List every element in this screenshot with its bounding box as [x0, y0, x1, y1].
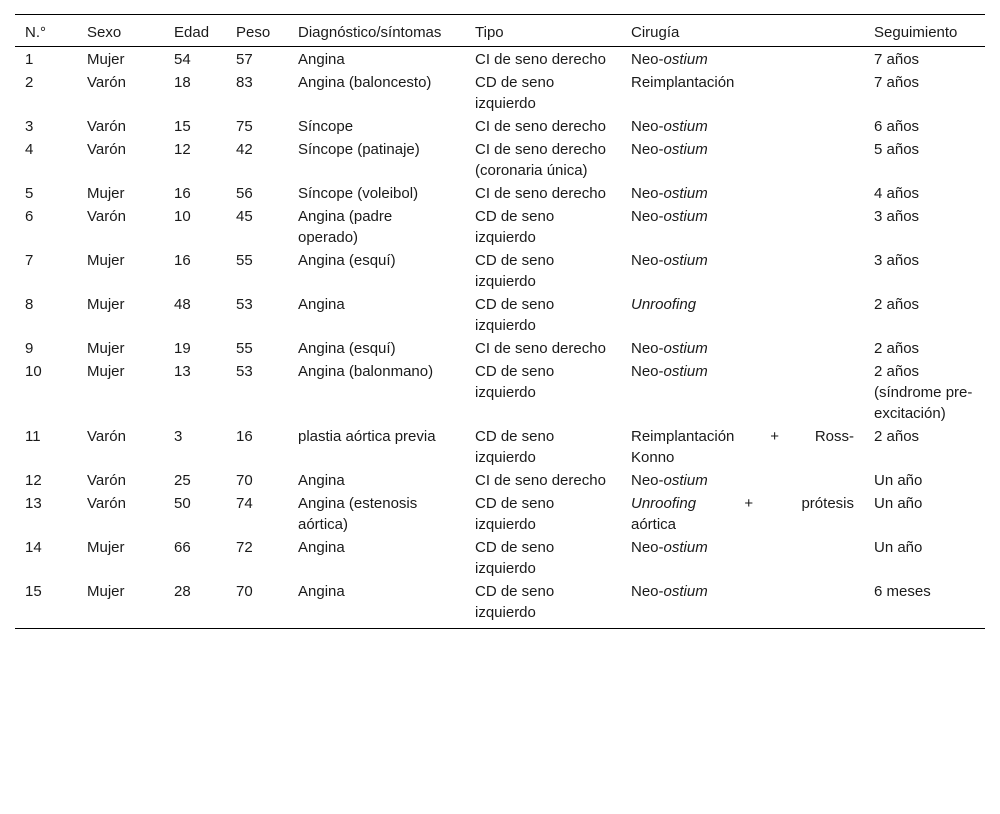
surgery-term: Neo- — [631, 185, 664, 202]
cell-followup: 6 meses — [874, 583, 931, 600]
cell-surgery — [621, 205, 864, 249]
header-diagnosis: Diagnóstico/síntomas — [298, 24, 442, 41]
cell-type: CD de seno izquierdo — [475, 539, 555, 577]
cell-number: 12 — [25, 472, 42, 489]
surgery-term-italic: ostium — [663, 185, 708, 202]
cell-age: 25 — [174, 472, 191, 489]
table-row — [15, 425, 985, 469]
cell-type: CD de seno izquierdo — [475, 428, 555, 466]
surgery-term: Reimplantación — [631, 428, 735, 445]
cell-age: 66 — [174, 539, 191, 556]
cell-followup: Un año — [874, 495, 923, 512]
surgery-term: + — [770, 428, 779, 445]
cell-number: 14 — [25, 539, 42, 556]
cell-followup: 3 años — [874, 208, 920, 225]
header-followup: Seguimiento — [874, 24, 958, 41]
table-body — [15, 47, 985, 629]
cell-number: 11 — [25, 428, 41, 445]
cell-number: 15 — [25, 583, 42, 600]
cell-diagnosis: Angina (estenosis aórtica) — [298, 495, 418, 533]
cell-followup: 2 años — [874, 428, 920, 445]
cell-surgery — [621, 249, 864, 293]
cell-weight: 45 — [236, 208, 253, 225]
surgery-term-italic: ostium — [663, 583, 708, 600]
cell-sex: Mujer — [87, 296, 125, 313]
cell-number: 10 — [25, 363, 42, 380]
table-row — [15, 360, 985, 425]
cell-surgery — [621, 469, 864, 492]
surgery-term: Neo- — [631, 472, 664, 489]
surgery-term: Reimplantación — [631, 74, 735, 91]
surgery-term-italic: ostium — [663, 363, 708, 380]
cell-followup: 3 años — [874, 252, 920, 269]
cell-diagnosis: Síncope (voleibol) — [298, 185, 419, 202]
cell-number: 13 — [25, 495, 42, 512]
surgery-term-italic: Unroofing — [631, 296, 697, 313]
cell-age: 15 — [174, 118, 191, 135]
cell-weight: 74 — [236, 495, 253, 512]
cell-number: 6 — [25, 208, 34, 225]
table-row — [15, 492, 985, 536]
cell-weight: 83 — [236, 74, 253, 91]
cell-diagnosis: Angina — [298, 472, 345, 489]
cell-surgery — [621, 425, 864, 469]
cell-number: 5 — [25, 185, 34, 202]
cell-number: 7 — [25, 252, 34, 269]
table-row — [15, 249, 985, 293]
header-surgery: Cirugía — [631, 24, 680, 41]
cell-sex: Varón — [87, 472, 126, 489]
cell-sex: Mujer — [87, 363, 125, 380]
surgery-term-italic: ostium — [663, 51, 708, 68]
cell-diagnosis: Angina (baloncesto) — [298, 74, 432, 91]
surgery-term: Konno — [631, 449, 675, 466]
surgery-term: Neo- — [631, 340, 664, 357]
cell-age: 16 — [174, 185, 191, 202]
cell-diagnosis: plastia aórtica previa — [298, 428, 436, 445]
cell-age: 54 — [174, 51, 191, 68]
cell-followup: 7 años — [874, 74, 920, 91]
cell-number: 1 — [25, 51, 34, 68]
cell-type: CD de seno izquierdo — [475, 208, 555, 246]
cell-followup: 2 años — [874, 296, 920, 313]
table-row — [15, 293, 985, 337]
cell-age: 18 — [174, 74, 191, 91]
cell-type: CD de seno izquierdo — [475, 252, 555, 290]
cell-age: 10 — [174, 208, 191, 225]
cell-type: CD de seno izquierdo — [475, 363, 555, 401]
cell-number: 4 — [25, 141, 34, 158]
cell-weight: 53 — [236, 296, 253, 313]
surgery-term: Neo- — [631, 208, 664, 225]
cell-sex: Varón — [87, 428, 126, 445]
cell-type: CD de seno izquierdo — [475, 296, 555, 334]
surgery-line — [631, 514, 854, 535]
surgery-term-italic: ostium — [663, 118, 708, 135]
cell-followup: Un año — [874, 472, 923, 489]
cell-age: 50 — [174, 495, 191, 512]
cell-surgery — [621, 138, 864, 182]
cell-age: 12 — [174, 141, 191, 158]
cell-weight: 57 — [236, 51, 253, 68]
cell-surgery — [621, 337, 864, 360]
cell-followup: 2 años (síndrome pre-excitación) — [874, 363, 973, 422]
surgery-term: aórtica — [631, 516, 677, 533]
cell-type: CI de seno derecho — [475, 340, 606, 357]
surgery-term-italic: ostium — [663, 141, 708, 158]
cell-weight: 53 — [236, 363, 253, 380]
cell-age: 48 — [174, 296, 191, 313]
table-row — [15, 536, 985, 580]
cell-followup: 6 años — [874, 118, 920, 135]
cell-followup: Un año — [874, 539, 923, 556]
cell-sex: Mujer — [87, 583, 125, 600]
surgery-term: Neo- — [631, 539, 664, 556]
table-row — [15, 469, 985, 492]
surgery-term: Neo- — [631, 363, 664, 380]
cell-type: CI de seno derecho — [475, 51, 606, 68]
surgery-term-italic: ostium — [663, 340, 708, 357]
cell-sex: Varón — [87, 208, 126, 225]
cell-sex: Varón — [87, 495, 126, 512]
cell-followup: 4 años — [874, 185, 920, 202]
cell-surgery — [621, 492, 864, 536]
surgery-term-italic: Unroofing — [631, 495, 697, 512]
cell-age: 3 — [174, 428, 183, 445]
header-sex: Sexo — [87, 24, 122, 41]
cell-diagnosis: Angina — [298, 51, 345, 68]
cell-surgery — [621, 580, 864, 629]
cell-diagnosis: Angina (balonmano) — [298, 363, 434, 380]
cell-diagnosis: Angina (padre operado) — [298, 208, 393, 246]
surgery-term-italic: ostium — [663, 252, 708, 269]
cell-type: CD de seno izquierdo — [475, 495, 555, 533]
cell-surgery — [621, 360, 864, 425]
cell-number: 2 — [25, 74, 34, 91]
surgery-term: Neo- — [631, 118, 664, 135]
cell-type: CI de seno derecho — [475, 472, 606, 489]
cell-weight: 16 — [236, 428, 253, 445]
table-row — [15, 138, 985, 182]
surgery-term: Neo- — [631, 583, 664, 600]
header-weight: Peso — [236, 24, 271, 41]
cell-surgery — [621, 182, 864, 205]
cell-sex: Mujer — [87, 340, 125, 357]
cell-age: 19 — [174, 340, 191, 357]
cell-followup: 5 años — [874, 141, 920, 158]
table-row — [15, 71, 985, 115]
cell-sex: Mujer — [87, 252, 125, 269]
header-age: Edad — [174, 24, 210, 41]
cell-surgery — [621, 536, 864, 580]
cell-weight: 42 — [236, 141, 253, 158]
surgery-term: + — [744, 495, 754, 512]
cell-type: CD de seno izquierdo — [475, 74, 555, 112]
cell-age: 16 — [174, 252, 191, 269]
cell-diagnosis: Angina — [298, 539, 345, 556]
cell-diagnosis: Angina — [298, 296, 345, 313]
surgery-term-italic: ostium — [663, 539, 708, 556]
header-type: Tipo — [475, 24, 504, 41]
cell-number: 9 — [25, 340, 34, 357]
surgery-term-italic: ostium — [663, 208, 708, 225]
cell-type: CD de seno izquierdo — [475, 583, 555, 621]
cell-surgery — [621, 71, 864, 115]
cell-type: CI de seno derecho — [475, 185, 606, 202]
header-number: N.° — [25, 24, 46, 41]
cell-sex: Mujer — [87, 185, 125, 202]
table-header-row — [15, 15, 985, 47]
cell-sex: Mujer — [87, 539, 125, 556]
cell-diagnosis: Angina (esquí) — [298, 340, 396, 357]
surgery-term: Neo- — [631, 141, 664, 158]
cell-weight: 70 — [236, 583, 253, 600]
surgery-line — [631, 426, 854, 447]
table-row — [15, 337, 985, 360]
cell-sex: Mujer — [87, 51, 125, 68]
cell-surgery — [621, 47, 864, 72]
cell-age: 28 — [174, 583, 191, 600]
cell-weight: 72 — [236, 539, 253, 556]
table-row — [15, 205, 985, 249]
cell-diagnosis: Síncope (patinaje) — [298, 141, 420, 158]
patients-table-container — [15, 14, 985, 629]
cell-sex: Varón — [87, 141, 126, 158]
cell-sex: Varón — [87, 118, 126, 135]
cell-weight: 70 — [236, 472, 253, 489]
surgery-line — [631, 493, 854, 514]
cell-weight: 55 — [236, 340, 253, 357]
cell-diagnosis: Angina (esquí) — [298, 252, 396, 269]
cell-weight: 56 — [236, 185, 253, 202]
cell-type: CI de seno derecho — [475, 118, 606, 135]
surgery-term: Ross- — [814, 428, 854, 445]
cell-weight: 55 — [236, 252, 253, 269]
cell-number: 3 — [25, 118, 34, 135]
table-row — [15, 47, 985, 72]
table-row — [15, 580, 985, 629]
surgery-term-italic: ostium — [663, 472, 708, 489]
cell-surgery — [621, 293, 864, 337]
surgery-term: Neo- — [631, 51, 664, 68]
surgery-term: prótesis — [801, 495, 854, 512]
cell-type: CI de seno derecho (coronaria única) — [475, 141, 606, 179]
table-row — [15, 115, 985, 138]
patients-table — [15, 14, 985, 629]
table-row — [15, 182, 985, 205]
cell-number: 8 — [25, 296, 34, 313]
cell-surgery — [621, 115, 864, 138]
surgery-line — [631, 447, 854, 468]
cell-followup: 7 años — [874, 51, 920, 68]
cell-diagnosis: Síncope — [298, 118, 354, 135]
cell-weight: 75 — [236, 118, 253, 135]
cell-followup: 2 años — [874, 340, 920, 357]
cell-sex: Varón — [87, 74, 126, 91]
cell-diagnosis: Angina — [298, 583, 345, 600]
surgery-term: Neo- — [631, 252, 664, 269]
cell-age: 13 — [174, 363, 191, 380]
